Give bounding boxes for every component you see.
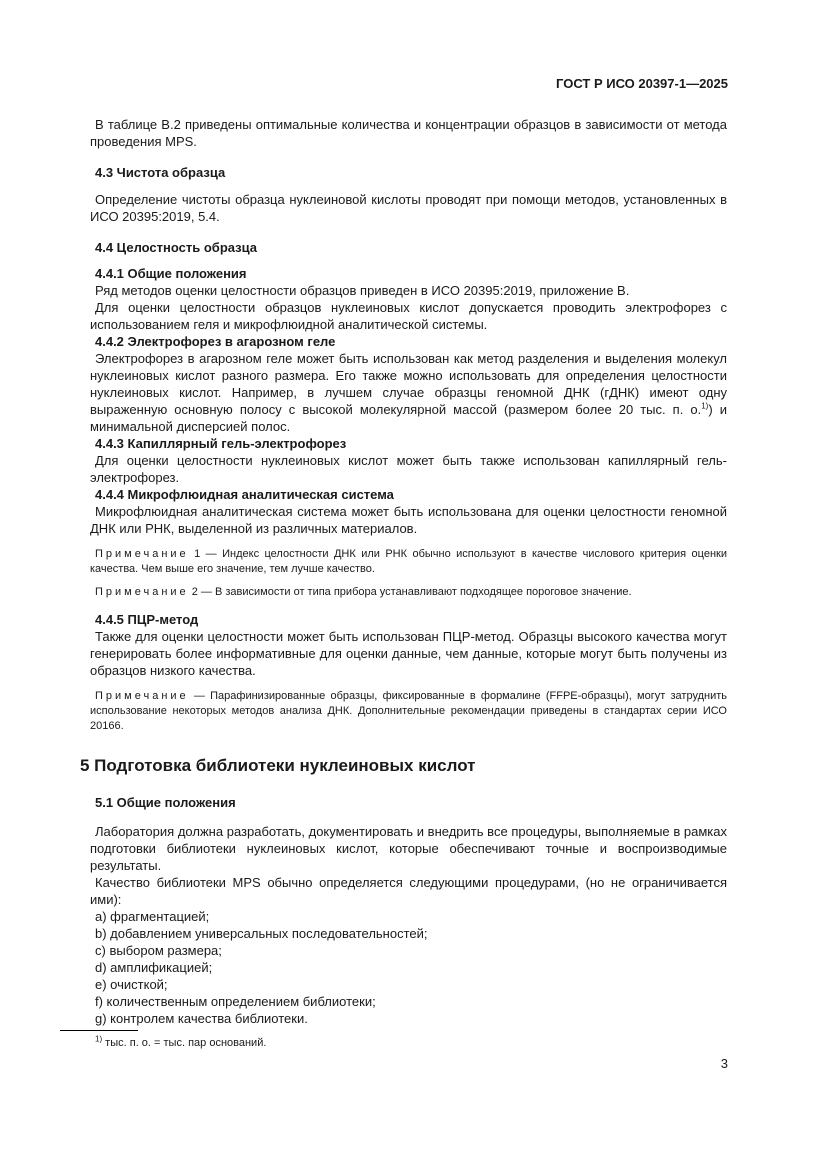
section-5-title: 5 Подготовка библиотеки нуклеиновых кислот <box>80 756 476 775</box>
section-4-4-2-paragraph <box>90 350 727 435</box>
note-pcr-text: — Парафинизированные образцы, фиксированные в формалине (FFPE-образцы), могут затруднить использование некоторых методов анализа ДНК. Дополнительные рекомендации приведены в стандартах серии ИСО 20166. <box>90 690 727 732</box>
page-body <box>80 116 727 1027</box>
document-header: ГОСТ Р ИСО 20397-1—2025 <box>556 76 728 91</box>
procedures-list <box>90 908 727 1027</box>
section-4-4-1-title: 4.4.1 Общие положения <box>95 266 247 281</box>
list-item: b) добавлением универсальных последовательностей; <box>95 926 428 941</box>
section-4-4-1-paragraph-2: Для оценки целостности образцов нуклеиновых кислот допускается проводить электрофорез с использованием геля и микрофлюидной аналитической системы. <box>90 300 727 332</box>
note-2-text: 2 — В зависимости от типа прибора устанавливают подходящее пороговое значение. <box>188 586 632 598</box>
section-4-4-2-text-a: Электрофорез в агарозном геле может быть использован как метод разделения и выделения молекул нуклеиновых кислот разного размера. Его также можно использовать для определения целостности нуклеиновых кислот. Например, в лучшем случае образцы геномной ДНК (гДНК) имеют одну выраженную основную полосу с высокой молекулярной массой (размером более 20 тыс. п. о. <box>90 351 727 417</box>
section-4-4-3-paragraph: Для оценки целостности нуклеиновых кислот может быть также использован капиллярный гель-электрофорез. <box>90 453 727 485</box>
section-4-4-4-paragraph: Микрофлюидная аналитическая система может быть использована для оценки целостности геномной ДНК или РНК, выделенной из различных материалов. <box>90 504 727 536</box>
footnote-reference: 1) <box>701 401 709 411</box>
section-4-4-4-title: 4.4.4 Микрофлюидная аналитическая система <box>95 487 394 502</box>
section-4-4-5-paragraph: Также для оценки целостности может быть использован ПЦР-метод. Образцы высокого качества могут генерировать более информативные для оценки данные, чем данные, которые могут быть получены из образцов низкого качества. <box>90 629 727 678</box>
section-5-1-paragraph-1: Лаборатория должна разработать, документировать и внедрить все процедуры, выполняемые в рамках подготовки библиотеки нуклеиновых кислот, которые обеспечивают точные и воспроизводимые результаты. <box>90 824 727 873</box>
section-4-4-5-title: 4.4.5 ПЦР-метод <box>95 612 199 627</box>
note-2-label: Примечание <box>95 586 189 598</box>
list-item: e) очисткой; <box>95 977 168 992</box>
section-4-3-title: 4.3 Чистота образца <box>95 165 226 180</box>
list-item: g) контролем качества библиотеки. <box>95 1011 308 1026</box>
note-2 <box>90 585 727 600</box>
section-4-3-paragraph: Определение чистоты образца нуклеиновой кислоты проводят при помощи методов, установленных в ИСО 20395:2019, 5.4. <box>90 192 727 224</box>
note-pcr-label: Примечание <box>95 690 189 702</box>
list-item: d) амплификацией; <box>95 960 213 975</box>
section-4-4-2-title: 4.4.2 Электрофорез в агарозном геле <box>95 334 336 349</box>
note-1-label: Примечание <box>95 548 189 560</box>
page-number: 3 <box>720 1056 728 1071</box>
note-1-text: 1 — Индекс целостности ДНК или РНК обычно используют в качестве числового критерия оценки качества. Чем выше его значение, тем лучше качество. <box>90 548 727 575</box>
intro-paragraph: В таблице В.2 приведены оптимальные количества и концентрации образцов в зависимости от метода проведения MPS. <box>90 117 727 149</box>
footnote-mark: 1) <box>95 1034 103 1044</box>
section-4-4-title: 4.4 Целостность образца <box>95 240 257 255</box>
footnote-text: тыс. п. о. = тыс. пар оснований. <box>102 1037 267 1049</box>
list-item: a) фрагментацией; <box>95 909 210 924</box>
list-item: c) выбором размера; <box>95 943 222 958</box>
section-5-1-paragraph-2: Качество библиотеки MPS обычно определяется следующими процедурами, (но не ограничивается ими): <box>90 875 727 907</box>
note-pcr <box>90 689 727 734</box>
section-4-4-2-text-b: ) и минимальной дисперсией полос. <box>90 402 727 434</box>
list-item: f) количественным определением библиотеки; <box>95 994 376 1009</box>
section-4-4-3-title: 4.4.3 Капиллярный гель-электрофорез <box>95 436 347 451</box>
section-4-4-1-paragraph-1: Ряд методов оценки целостности образцов приведен в ИСО 20395:2019, приложение В. <box>95 283 630 298</box>
section-5-1-title: 5.1 Общие положения <box>95 795 236 810</box>
footnote <box>95 1036 266 1050</box>
note-1 <box>90 547 727 577</box>
footnote-divider <box>60 1030 138 1031</box>
